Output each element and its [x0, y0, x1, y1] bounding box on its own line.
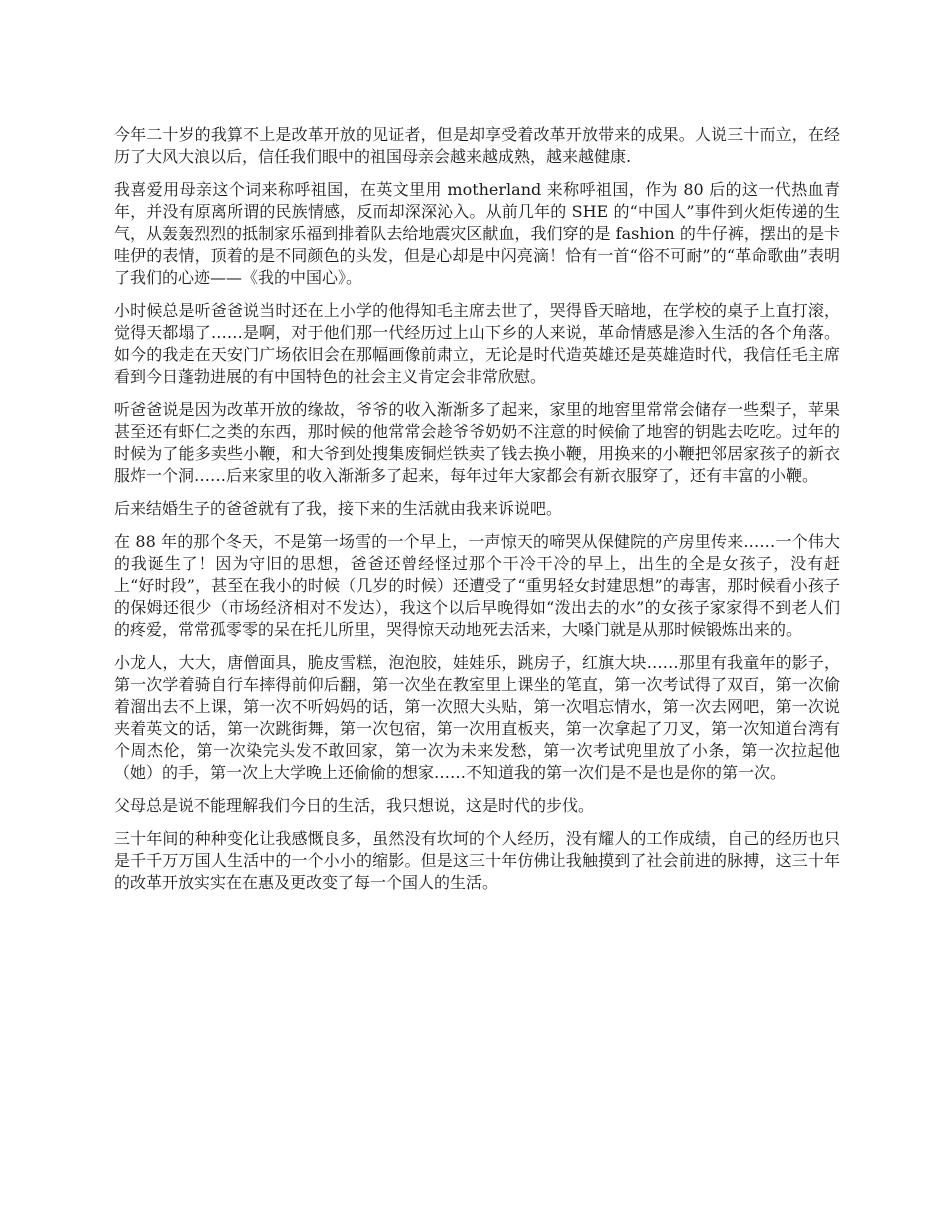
paragraph: 父母总是说不能理解我们今日的生活，我只想说，这是时代的步伐。 — [114, 796, 595, 815]
paragraph: 我喜爱用母亲这个词来称呼祖国，在英文里用 motherland 来称呼祖国，作为 80 后的这一代热血青年，并没有原离所谓的民族情感，反而却深深沁入。从前几年的 SHE 的“中国人”事件到火炬传递的生气，从轰轰烈烈的抵制家乐福到排着队去给地震灾区献血，我们穿的是 fashion 的牛仔裤，摆出的是卡哇伊的表情，顶着的是不同颜色的头发，但是心却是中闪亮滴！恰有一首“俗不可耐”的“革命歌曲”表明了我们的心迹——《我的中国心》。 — [114, 180, 840, 287]
paragraph: 小时候总是听爸爸说当时还在上小学的他得知毛主席去世了，哭得昏天暗地，在学校的桌子上直打滚，觉得天都塌了……是啊，对于他们那一代经历过上山下乡的人来说，革命情感是渗入生活的各个角落。如今的我走在天安门广场依旧会在那幅画像前肃立，无论是时代造英雄还是英雄造时代，我信任毛主席看到今日蓬勃进展的有中国特色的社会主义肯定会非常欣慰。 — [114, 301, 840, 386]
paragraph: 今年二十岁的我算不上是改革开放的见证者，但是却享受着改革开放带来的成果。人说三十而立，在经历了大风大浪以后，信任我们眼中的祖国母亲会越来越成熟，越来越健康. — [114, 125, 840, 166]
document-page — [114, 124, 840, 905]
paragraph: 后来结婚生子的爸爸就有了我，接下来的生活就由我来诉说吧。 — [114, 499, 563, 518]
paragraph: 三十年间的种种变化让我感慨良多，虽然没有坎坷的个人经历，没有耀人的工作成绩，自己的经历也只是千千万万国人生活中的一个小小的缩影。但是这三十年仿佛让我触摸到了社会前进的脉搏，这三十年的改革开放实实在在惠及更改变了每一个国人的生活。 — [114, 829, 840, 892]
paragraph: 听爸爸说是因为改革开放的缘故，爷爷的收入渐渐多了起来，家里的地窖里常常会储存一些梨子，苹果甚至还有虾仁之类的东西，那时候的他常常会趁爷爷奶奶不注意的时候偷了地窖的钥匙去吃吃。过年的时候为了能多卖些小鞭，和大爷到处搜集废铜烂铁卖了钱去换小鞭，用换来的小鞭把邻居家孩子的新衣服炸一个洞……后来家里的收入渐渐多了起来，每年过年大家都会有新衣服穿了，还有丰富的小鞭。 — [114, 400, 840, 485]
paragraph: 在 88 年的那个冬天，不是第一场雪的一个早上，一声惊天的啼哭从保健院的产房里传来……一个伟大的我诞生了！因为守旧的思想，爸爸还曾经怪过那个干冷干冷的早上，出生的全是女孩子，没有赶上“好时段”，甚至在我小的时候（几岁的时候）还遭受了“重男轻女封建思想”的毒害，那时候看小孩子的保姆还很少（市场经济相对不发达），我这个以后早晚得如“泼出去的水”的女孩子家家得不到老人们的疼爱，常常孤零零的呆在托儿所里，哭得惊天动地死去活来，大嗓门就是从那时候锻炼出来的。 — [114, 532, 840, 639]
paragraph: 小龙人，大大，唐僧面具，脆皮雪糕，泡泡胶，娃娃乐，跳房子，红旗大块……那里有我童年的影子，第一次学着骑自行车摔得前仰后翻，第一次坐在教室里上课坐的笔直，第一次考试得了双百，第一次偷着溜出去不上课，第一次不听妈妈的话，第一次照大头贴，第一次唱忘情水，第一次去网吧，第一次说夹着英文的话，第一次跳街舞，第一次包宿，第一次用直板夹，第一次拿起了刀叉，第一次知道台湾有个周杰伦，第一次染完头发不敢回家，第一次为未来发愁，第一次考试兜里放了小条，第一次拉起他（她）的手，第一次上大学晚上还偷偷的想家……不知道我的第一次们是不是也是你的第一次。 — [114, 653, 840, 782]
